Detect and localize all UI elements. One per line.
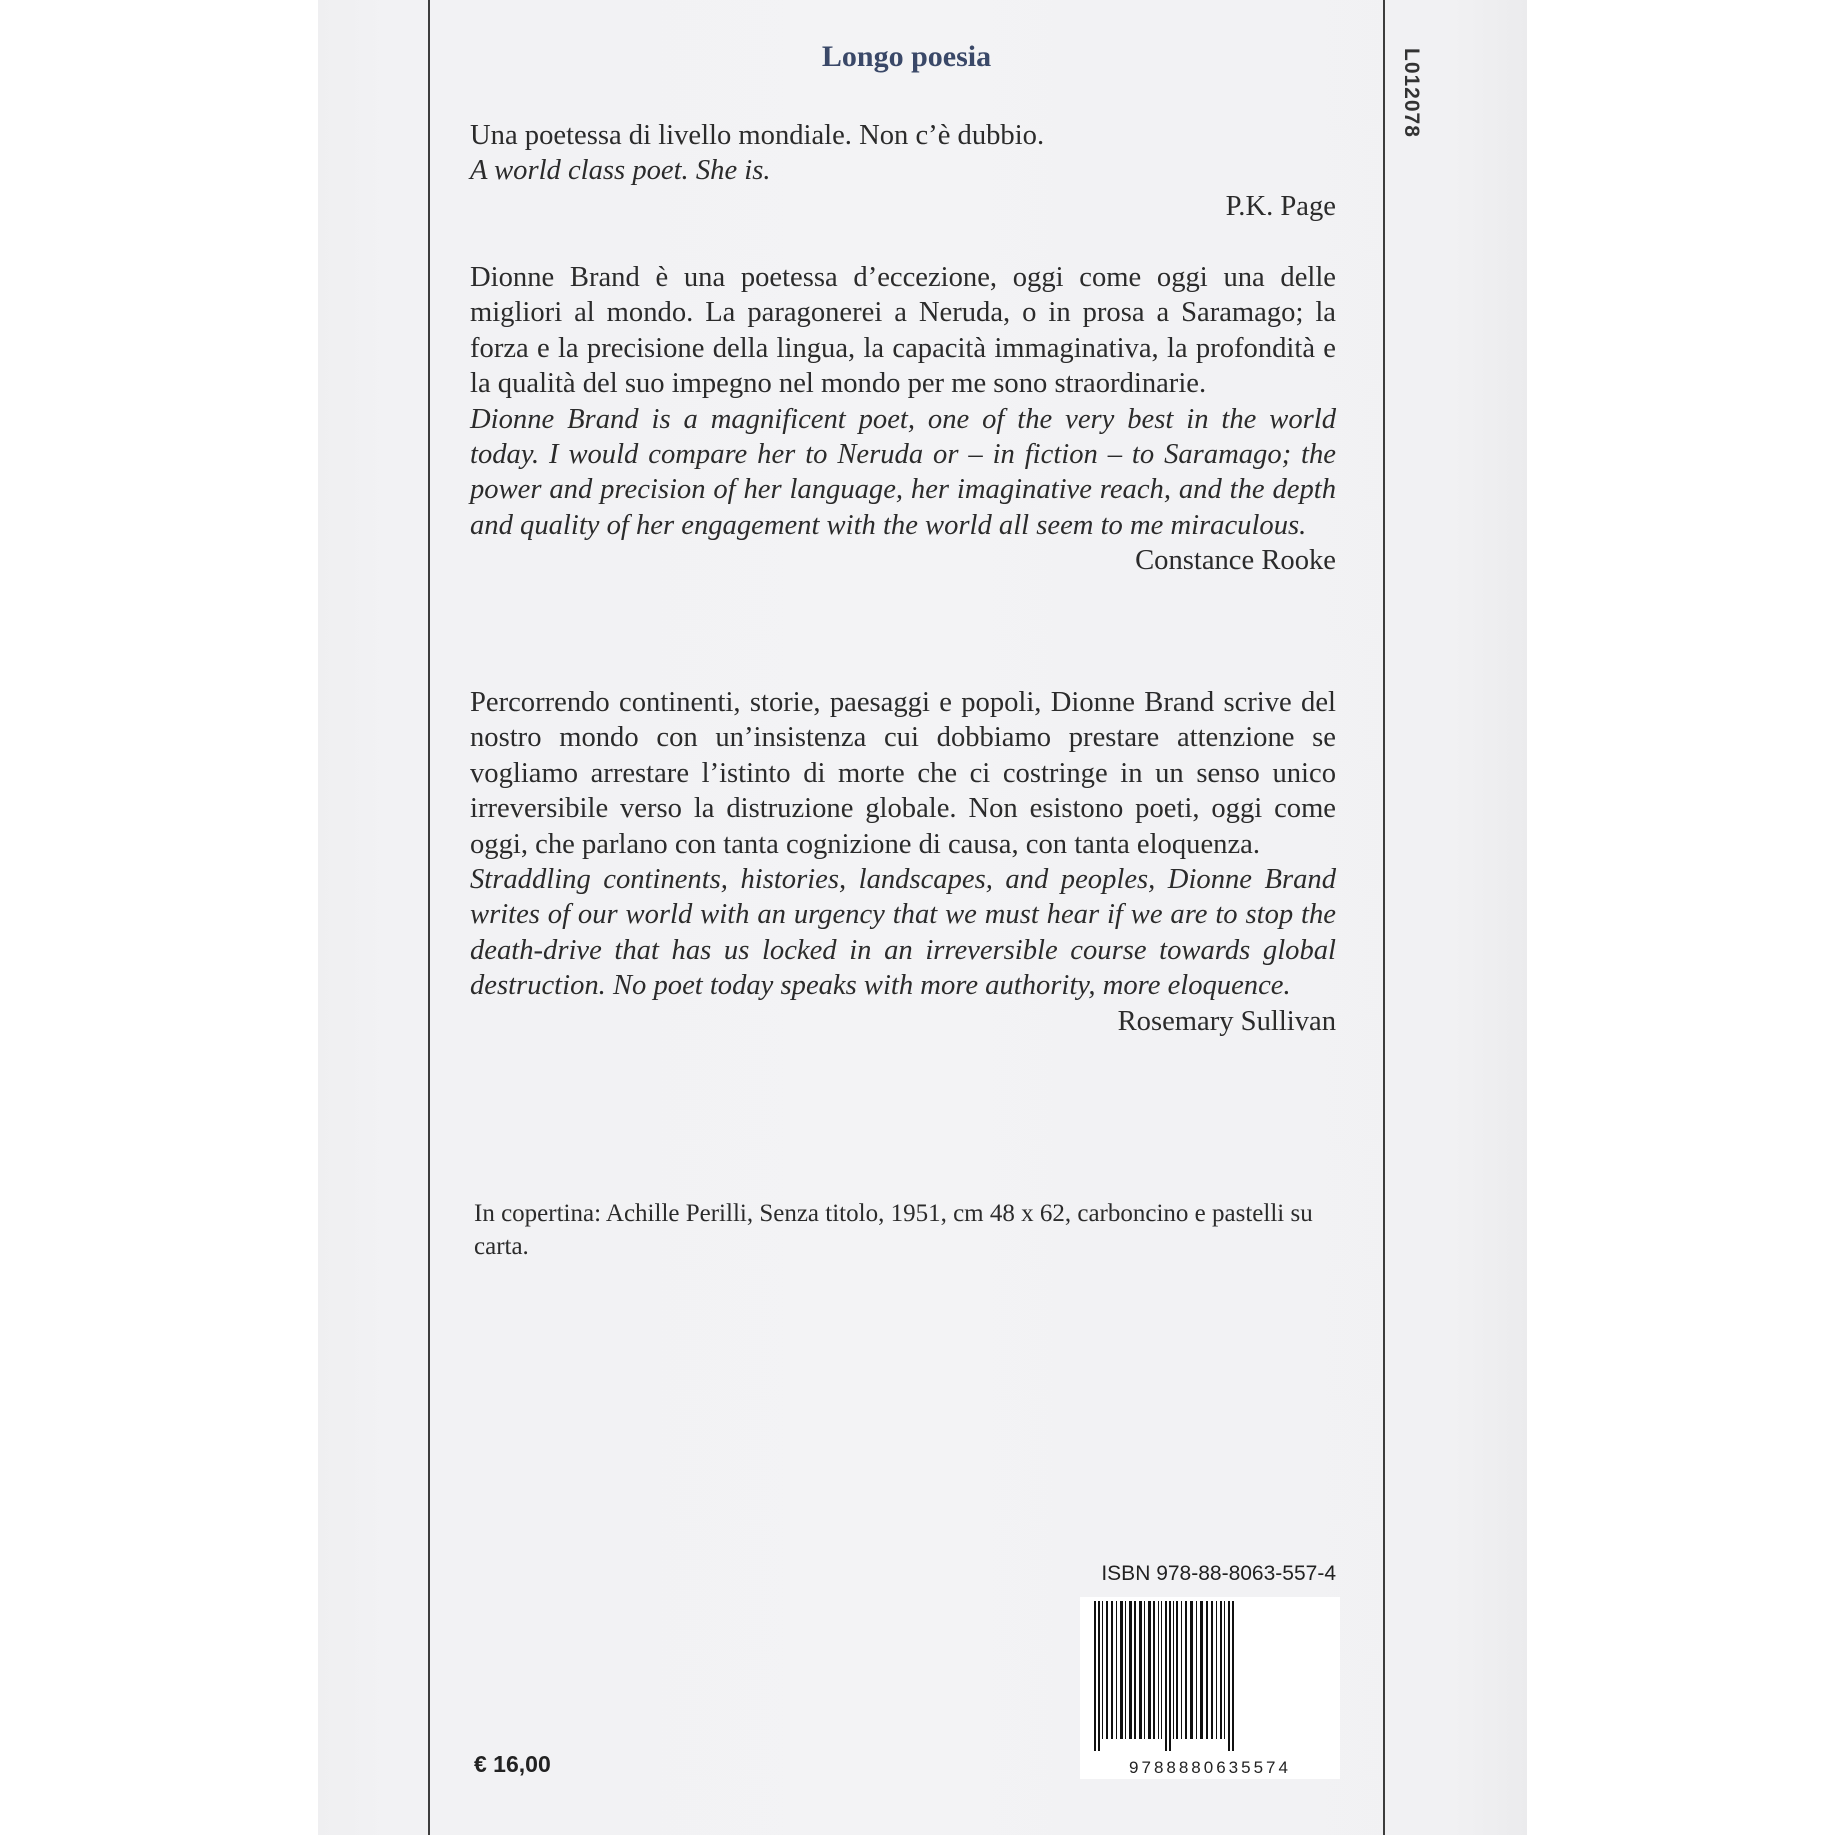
blurb-2-english: Dionne Brand is a magnificent poet, one of the very best in the world today. I would compare her to Neruda or – in fiction – to Saramago; the power and precision of her language, her imaginative reach, and the depth and quality of her engagement with the world all seem to me miraculous. [470,403,1336,541]
blurb-2 [470,260,1336,579]
blurb-1-italian: Una poetessa di livello mondiale. Non c’è dubbio. [470,120,1045,151]
right-border-line [1383,0,1385,1835]
blurb-3 [470,685,1336,1039]
series-title: Longo poesia [821,40,992,73]
left-border-line [428,0,430,1835]
barcode [1080,1597,1340,1779]
spine-code: L012078 [1400,48,1423,138]
barcode-number: 9788880635574 [1129,1758,1291,1777]
blurb-3-english: Straddling continents, histories, landscapes, and peoples, Dionne Brand writes of our world with an urgency that we must hear if we are to stop the death-drive that has us locked in an irreversible course towards global destruction. No poet today speaks with more authority, more eloquence. [470,864,1336,1002]
blurb-1 [470,118,1336,224]
blurb-2-author: Constance Rooke [1135,545,1336,577]
blurb-1-author: P.K. Page [1225,190,1336,222]
blurb-3-italian: Percorrendo continenti, storie, paesaggi e popoli, Dionne Brand scrive del nostro mondo con un’insistenza cui dobbiamo prestare attenzione se vogliamo arrestare l’istinto di morte che ci costringe in un senso unico irreversibile verso la distruzione globale. Non esistono poeti, oggi come oggi, che parlano con tanta cognizione di causa, con tanta eloquenza. [470,687,1336,860]
blurb-3-author: Rosemary Sullivan [1117,1005,1336,1037]
isbn: ISBN 978-88-8063-557-4 [1101,1562,1336,1585]
cover-credit: In copertina: Achille Perilli, Senza titolo, 1951, cm 48 x 62, carboncino e pastelli su carta. [474,1200,1313,1260]
blurb-2-italian: Dionne Brand è una poetessa d’eccezione, oggi come oggi una delle migliori al mondo. La paragonerei a Neruda, o in prosa a Saramago; la forza e la precisione della lingua, la capacità immaginativa, la profondità e la qualità del suo impegno nel mondo per me sono straordinarie. [470,262,1336,400]
price: € 16,00 [474,1751,551,1777]
blurb-1-english: A world class poet. She is. [470,155,771,187]
